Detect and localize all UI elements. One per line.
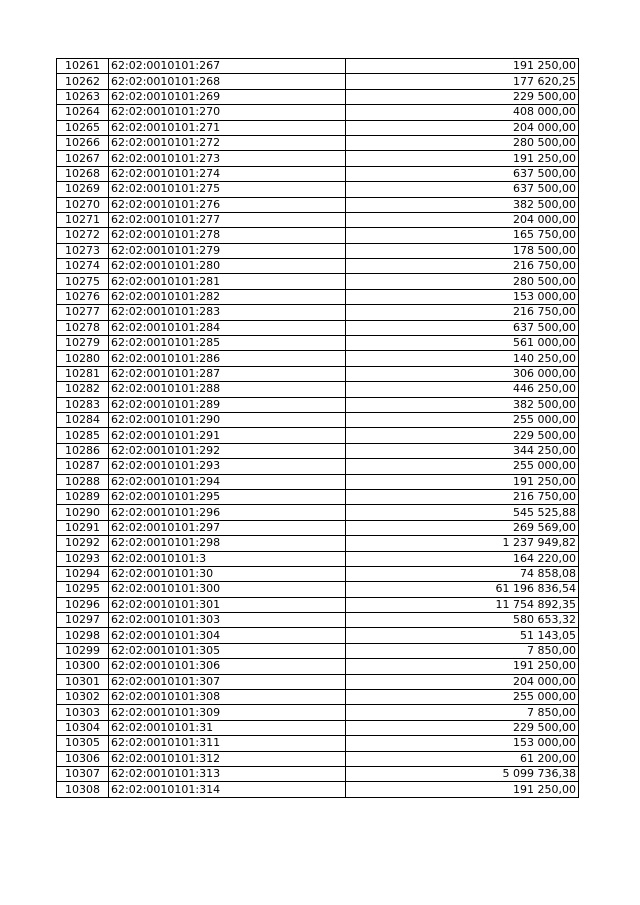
table-row bbox=[57, 766, 579, 781]
value-cell: 51 143,05 bbox=[346, 628, 579, 643]
value-cell: 216 750,00 bbox=[346, 259, 579, 274]
value-cell: 61 200,00 bbox=[346, 751, 579, 766]
value-cell: 178 500,00 bbox=[346, 243, 579, 258]
value-cell: 637 500,00 bbox=[346, 182, 579, 197]
value-cell: 280 500,00 bbox=[346, 135, 579, 150]
table-row bbox=[57, 459, 579, 474]
cadastral-number-cell: 62:02:0010101:283 bbox=[109, 305, 346, 320]
table-row bbox=[57, 74, 579, 89]
table-row bbox=[57, 212, 579, 227]
value-cell: 153 000,00 bbox=[346, 289, 579, 304]
cadastral-number-cell: 62:02:0010101:282 bbox=[109, 289, 346, 304]
table-row bbox=[57, 751, 579, 766]
row-number-cell: 10273 bbox=[57, 243, 109, 258]
table-row bbox=[57, 336, 579, 351]
row-number-cell: 10281 bbox=[57, 366, 109, 381]
value-cell: 229 500,00 bbox=[346, 89, 579, 104]
table-row bbox=[57, 582, 579, 597]
cadastral-number-cell: 62:02:0010101:278 bbox=[109, 228, 346, 243]
cadastral-number-cell: 62:02:0010101:294 bbox=[109, 474, 346, 489]
value-cell: 7 850,00 bbox=[346, 705, 579, 720]
cadastral-number-cell: 62:02:0010101:287 bbox=[109, 366, 346, 381]
cadastral-number-cell: 62:02:0010101:295 bbox=[109, 489, 346, 504]
row-number-cell: 10304 bbox=[57, 720, 109, 735]
table-row bbox=[57, 397, 579, 412]
table-row bbox=[57, 674, 579, 689]
value-cell: 344 250,00 bbox=[346, 443, 579, 458]
row-number-cell: 10287 bbox=[57, 459, 109, 474]
row-number-cell: 10282 bbox=[57, 382, 109, 397]
value-cell: 580 653,32 bbox=[346, 613, 579, 628]
table-row bbox=[57, 412, 579, 427]
row-number-cell: 10308 bbox=[57, 782, 109, 797]
row-number-cell: 10278 bbox=[57, 320, 109, 335]
table-row bbox=[57, 274, 579, 289]
table-row bbox=[57, 489, 579, 504]
row-number-cell: 10300 bbox=[57, 659, 109, 674]
value-cell: 269 569,00 bbox=[346, 520, 579, 535]
value-cell: 5 099 736,38 bbox=[346, 766, 579, 781]
row-number-cell: 10303 bbox=[57, 705, 109, 720]
table-row bbox=[57, 120, 579, 135]
row-number-cell: 10270 bbox=[57, 197, 109, 212]
table-row bbox=[57, 382, 579, 397]
cadastral-number-cell: 62:02:0010101:281 bbox=[109, 274, 346, 289]
cadastral-number-cell: 62:02:0010101:288 bbox=[109, 382, 346, 397]
value-cell: 61 196 836,54 bbox=[346, 582, 579, 597]
table-row bbox=[57, 659, 579, 674]
value-cell: 229 500,00 bbox=[346, 428, 579, 443]
table-row bbox=[57, 536, 579, 551]
value-cell: 177 620,25 bbox=[346, 74, 579, 89]
cadastral-number-cell: 62:02:0010101:296 bbox=[109, 505, 346, 520]
value-cell: 204 000,00 bbox=[346, 212, 579, 227]
table-row bbox=[57, 628, 579, 643]
cadastral-number-cell: 62:02:0010101:286 bbox=[109, 351, 346, 366]
cadastral-value-table bbox=[56, 58, 579, 798]
row-number-cell: 10271 bbox=[57, 212, 109, 227]
row-number-cell: 10293 bbox=[57, 551, 109, 566]
table-row bbox=[57, 259, 579, 274]
row-number-cell: 10283 bbox=[57, 397, 109, 412]
row-number-cell: 10307 bbox=[57, 766, 109, 781]
row-number-cell: 10291 bbox=[57, 520, 109, 535]
cadastral-number-cell: 62:02:0010101:270 bbox=[109, 105, 346, 120]
table-row bbox=[57, 135, 579, 150]
cadastral-number-cell: 62:02:0010101:305 bbox=[109, 643, 346, 658]
table-row bbox=[57, 289, 579, 304]
row-number-cell: 10279 bbox=[57, 336, 109, 351]
table-row bbox=[57, 197, 579, 212]
value-cell: 280 500,00 bbox=[346, 274, 579, 289]
row-number-cell: 10267 bbox=[57, 151, 109, 166]
cadastral-number-cell: 62:02:0010101:271 bbox=[109, 120, 346, 135]
table-body bbox=[57, 59, 579, 798]
cadastral-number-cell: 62:02:0010101:275 bbox=[109, 182, 346, 197]
value-cell: 11 754 892,35 bbox=[346, 597, 579, 612]
value-cell: 153 000,00 bbox=[346, 736, 579, 751]
cadastral-number-cell: 62:02:0010101:3 bbox=[109, 551, 346, 566]
value-cell: 561 000,00 bbox=[346, 336, 579, 351]
cadastral-number-cell: 62:02:0010101:311 bbox=[109, 736, 346, 751]
cadastral-number-cell: 62:02:0010101:274 bbox=[109, 166, 346, 181]
table-row bbox=[57, 474, 579, 489]
cadastral-number-cell: 62:02:0010101:306 bbox=[109, 659, 346, 674]
cadastral-number-cell: 62:02:0010101:301 bbox=[109, 597, 346, 612]
table-row bbox=[57, 736, 579, 751]
value-cell: 204 000,00 bbox=[346, 674, 579, 689]
cadastral-number-cell: 62:02:0010101:293 bbox=[109, 459, 346, 474]
row-number-cell: 10306 bbox=[57, 751, 109, 766]
value-cell: 1 237 949,82 bbox=[346, 536, 579, 551]
row-number-cell: 10298 bbox=[57, 628, 109, 643]
cadastral-number-cell: 62:02:0010101:276 bbox=[109, 197, 346, 212]
row-number-cell: 10269 bbox=[57, 182, 109, 197]
cadastral-number-cell: 62:02:0010101:304 bbox=[109, 628, 346, 643]
row-number-cell: 10290 bbox=[57, 505, 109, 520]
row-number-cell: 10299 bbox=[57, 643, 109, 658]
value-cell: 229 500,00 bbox=[346, 720, 579, 735]
table-row bbox=[57, 566, 579, 581]
value-cell: 7 850,00 bbox=[346, 643, 579, 658]
row-number-cell: 10301 bbox=[57, 674, 109, 689]
row-number-cell: 10265 bbox=[57, 120, 109, 135]
cadastral-number-cell: 62:02:0010101:307 bbox=[109, 674, 346, 689]
cadastral-number-cell: 62:02:0010101:268 bbox=[109, 74, 346, 89]
table-row bbox=[57, 613, 579, 628]
cadastral-number-cell: 62:02:0010101:308 bbox=[109, 690, 346, 705]
cadastral-number-cell: 62:02:0010101:292 bbox=[109, 443, 346, 458]
row-number-cell: 10296 bbox=[57, 597, 109, 612]
cadastral-number-cell: 62:02:0010101:297 bbox=[109, 520, 346, 535]
value-cell: 382 500,00 bbox=[346, 397, 579, 412]
value-cell: 545 525,88 bbox=[346, 505, 579, 520]
cadastral-number-cell: 62:02:0010101:284 bbox=[109, 320, 346, 335]
cadastral-number-cell: 62:02:0010101:313 bbox=[109, 766, 346, 781]
table-row bbox=[57, 151, 579, 166]
row-number-cell: 10305 bbox=[57, 736, 109, 751]
table-row bbox=[57, 243, 579, 258]
value-cell: 191 250,00 bbox=[346, 59, 579, 74]
row-number-cell: 10280 bbox=[57, 351, 109, 366]
row-number-cell: 10289 bbox=[57, 489, 109, 504]
table-row bbox=[57, 428, 579, 443]
row-number-cell: 10262 bbox=[57, 74, 109, 89]
cadastral-number-cell: 62:02:0010101:303 bbox=[109, 613, 346, 628]
value-cell: 255 000,00 bbox=[346, 412, 579, 427]
table-row bbox=[57, 351, 579, 366]
value-cell: 164 220,00 bbox=[346, 551, 579, 566]
row-number-cell: 10264 bbox=[57, 105, 109, 120]
cadastral-number-cell: 62:02:0010101:300 bbox=[109, 582, 346, 597]
row-number-cell: 10268 bbox=[57, 166, 109, 181]
value-cell: 382 500,00 bbox=[346, 197, 579, 212]
table-row bbox=[57, 505, 579, 520]
row-number-cell: 10288 bbox=[57, 474, 109, 489]
row-number-cell: 10292 bbox=[57, 536, 109, 551]
cadastral-number-cell: 62:02:0010101:312 bbox=[109, 751, 346, 766]
row-number-cell: 10263 bbox=[57, 89, 109, 104]
value-cell: 140 250,00 bbox=[346, 351, 579, 366]
cadastral-number-cell: 62:02:0010101:289 bbox=[109, 397, 346, 412]
table-row bbox=[57, 643, 579, 658]
value-cell: 204 000,00 bbox=[346, 120, 579, 135]
table-row bbox=[57, 597, 579, 612]
table-row bbox=[57, 182, 579, 197]
row-number-cell: 10277 bbox=[57, 305, 109, 320]
row-number-cell: 10274 bbox=[57, 259, 109, 274]
row-number-cell: 10275 bbox=[57, 274, 109, 289]
row-number-cell: 10285 bbox=[57, 428, 109, 443]
row-number-cell: 10302 bbox=[57, 690, 109, 705]
cadastral-number-cell: 62:02:0010101:290 bbox=[109, 412, 346, 427]
value-cell: 191 250,00 bbox=[346, 151, 579, 166]
value-cell: 216 750,00 bbox=[346, 305, 579, 320]
table-row bbox=[57, 520, 579, 535]
row-number-cell: 10272 bbox=[57, 228, 109, 243]
cadastral-number-cell: 62:02:0010101:285 bbox=[109, 336, 346, 351]
table-row bbox=[57, 166, 579, 181]
cadastral-number-cell: 62:02:0010101:273 bbox=[109, 151, 346, 166]
table-row bbox=[57, 720, 579, 735]
table-row bbox=[57, 705, 579, 720]
value-cell: 191 250,00 bbox=[346, 659, 579, 674]
value-cell: 408 000,00 bbox=[346, 105, 579, 120]
cadastral-number-cell: 62:02:0010101:314 bbox=[109, 782, 346, 797]
cadastral-number-cell: 62:02:0010101:279 bbox=[109, 243, 346, 258]
table-row bbox=[57, 320, 579, 335]
row-number-cell: 10295 bbox=[57, 582, 109, 597]
value-cell: 446 250,00 bbox=[346, 382, 579, 397]
row-number-cell: 10276 bbox=[57, 289, 109, 304]
row-number-cell: 10261 bbox=[57, 59, 109, 74]
table-row bbox=[57, 228, 579, 243]
table-row bbox=[57, 690, 579, 705]
cadastral-number-cell: 62:02:0010101:31 bbox=[109, 720, 346, 735]
row-number-cell: 10266 bbox=[57, 135, 109, 150]
table-row bbox=[57, 105, 579, 120]
table-row bbox=[57, 89, 579, 104]
table-row bbox=[57, 59, 579, 74]
value-cell: 255 000,00 bbox=[346, 690, 579, 705]
cadastral-number-cell: 62:02:0010101:267 bbox=[109, 59, 346, 74]
row-number-cell: 10286 bbox=[57, 443, 109, 458]
cadastral-number-cell: 62:02:0010101:298 bbox=[109, 536, 346, 551]
cadastral-number-cell: 62:02:0010101:272 bbox=[109, 135, 346, 150]
cadastral-number-cell: 62:02:0010101:309 bbox=[109, 705, 346, 720]
table-row bbox=[57, 443, 579, 458]
cadastral-number-cell: 62:02:0010101:280 bbox=[109, 259, 346, 274]
value-cell: 255 000,00 bbox=[346, 459, 579, 474]
cadastral-number-cell: 62:02:0010101:277 bbox=[109, 212, 346, 227]
value-cell: 74 858,08 bbox=[346, 566, 579, 581]
value-cell: 216 750,00 bbox=[346, 489, 579, 504]
row-number-cell: 10284 bbox=[57, 412, 109, 427]
row-number-cell: 10294 bbox=[57, 566, 109, 581]
cadastral-number-cell: 62:02:0010101:291 bbox=[109, 428, 346, 443]
value-cell: 637 500,00 bbox=[346, 166, 579, 181]
value-cell: 306 000,00 bbox=[346, 366, 579, 381]
value-cell: 191 250,00 bbox=[346, 782, 579, 797]
cadastral-number-cell: 62:02:0010101:269 bbox=[109, 89, 346, 104]
value-cell: 637 500,00 bbox=[346, 320, 579, 335]
table-row bbox=[57, 551, 579, 566]
table-row bbox=[57, 782, 579, 797]
table-row bbox=[57, 366, 579, 381]
cadastral-number-cell: 62:02:0010101:30 bbox=[109, 566, 346, 581]
table-row bbox=[57, 305, 579, 320]
row-number-cell: 10297 bbox=[57, 613, 109, 628]
value-cell: 191 250,00 bbox=[346, 474, 579, 489]
value-cell: 165 750,00 bbox=[346, 228, 579, 243]
